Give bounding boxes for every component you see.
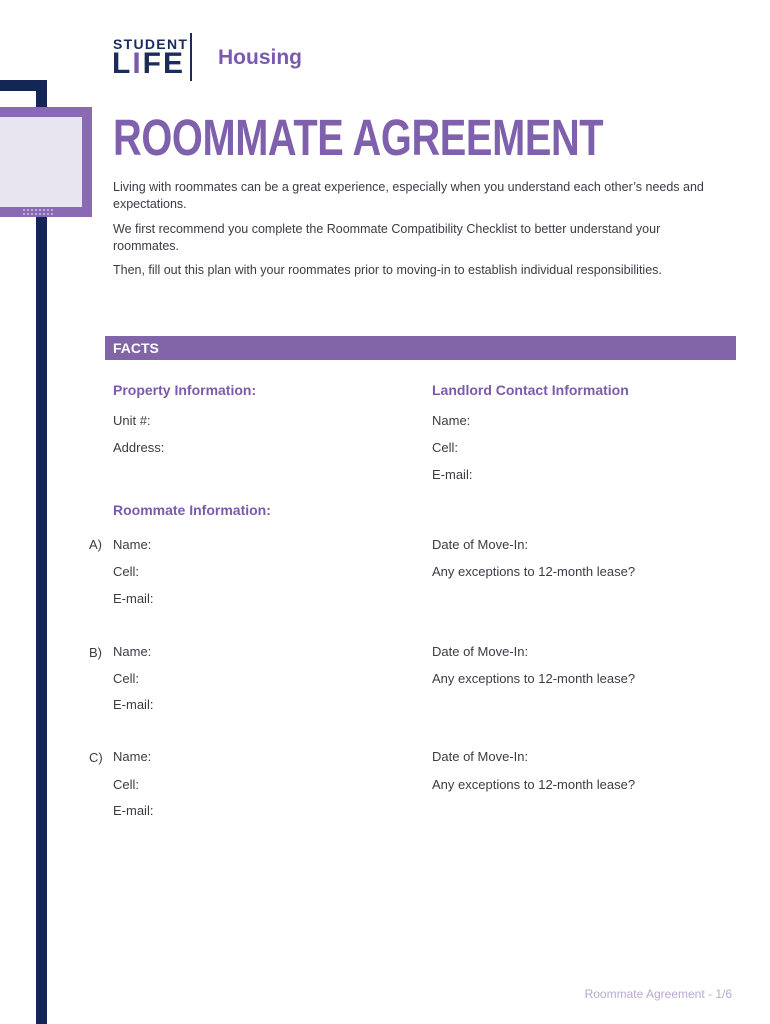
facts-section-band [105, 336, 736, 360]
decorative-purple-frame [0, 107, 92, 217]
roommate-b-letter: B) [89, 645, 102, 660]
roommate-b-email-field[interactable]: E-mail: [113, 697, 154, 712]
landlord-name-field[interactable]: Name: [432, 413, 471, 428]
roommate-c-letter: C) [89, 750, 103, 765]
landlord-info-heading: Landlord Contact Information [432, 382, 629, 398]
roommate-c-exceptions-field[interactable]: Any exceptions to 12-month lease? [432, 777, 636, 792]
roommate-a-name-field[interactable]: Name: [113, 537, 152, 552]
intro-paragraph-3: Then, fill out this plan with your roommates prior to moving-in to establish individual responsibilities. [113, 263, 662, 277]
address-field[interactable]: Address: [113, 440, 165, 455]
roommate-a-exceptions-field[interactable]: Any exceptions to 12-month lease? [432, 564, 636, 579]
roommate-a-move-in-field[interactable]: Date of Move-In: [432, 537, 529, 552]
roommate-a-letter: A) [89, 537, 102, 552]
decorative-navy-bar-vertical [36, 80, 47, 1024]
roommate-a-email-field[interactable]: E-mail: [113, 591, 154, 606]
page-footer: Roommate Agreement - 1/6 [584, 987, 732, 1001]
roommate-b-exceptions-field[interactable]: Any exceptions to 12-month lease? [432, 671, 636, 686]
page-title: ROOMMATE AGREEMENT [113, 109, 604, 166]
landlord-email-field[interactable]: E-mail: [432, 467, 473, 482]
logo-life-text: LIFE [112, 47, 186, 80]
facts-section-label: FACTS [113, 340, 159, 356]
roommate-b-cell-field[interactable]: Cell: [113, 671, 140, 686]
property-info-heading: Property Information: [113, 382, 257, 398]
roommate-c-move-in-field[interactable]: Date of Move-In: [432, 749, 529, 764]
roommate-c-email-field[interactable]: E-mail: [113, 803, 154, 818]
unit-number-field[interactable]: Unit #: [113, 413, 151, 428]
intro-paragraph-2: We first recommend you complete the Roommate Compatibility Checklist to better understand your roommates. [113, 222, 661, 253]
roommate-b-move-in-field[interactable]: Date of Move-In: [432, 644, 529, 659]
landlord-cell-field[interactable]: Cell: [432, 440, 459, 455]
roommate-c-cell-field[interactable]: Cell: [113, 777, 140, 792]
logo-student-text: STUDENT [113, 36, 189, 52]
roommate-b-name-field[interactable]: Name: [113, 644, 152, 659]
roommate-c-name-field[interactable]: Name: [113, 749, 152, 764]
roommate-a-cell-field[interactable]: Cell: [113, 564, 140, 579]
roommate-info-heading: Roommate Information: [113, 502, 271, 518]
logo-department: Housing [218, 46, 302, 69]
logo-divider [190, 33, 192, 81]
intro-paragraph-1: Living with roommates can be a great experience, especially when you understand each other’s needs and expectations. [113, 180, 704, 211]
decorative-dot-pattern [22, 208, 54, 216]
